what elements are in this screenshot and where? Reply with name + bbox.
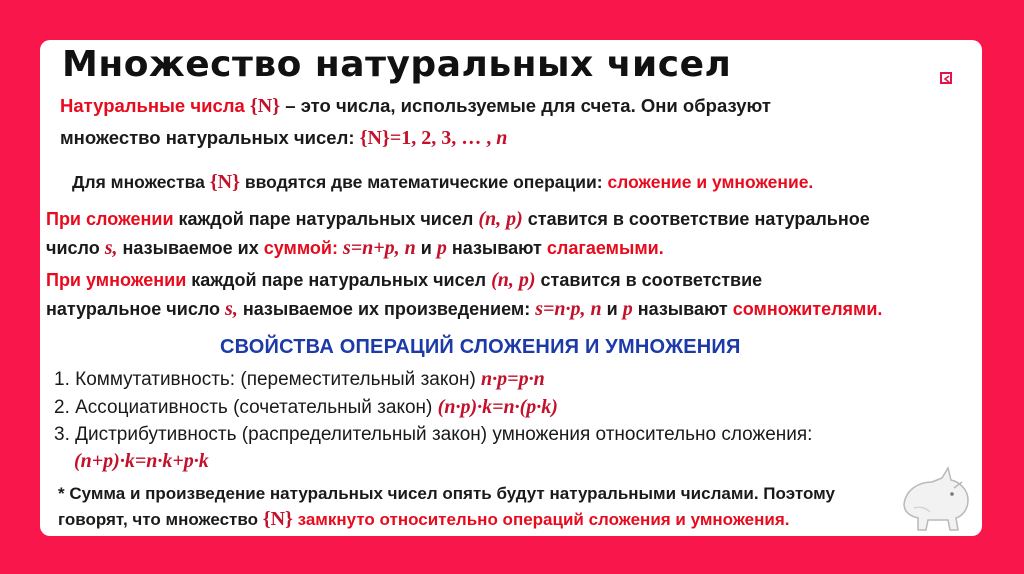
set-n-symbol: {N}	[262, 508, 293, 530]
slide-title: Множество натуральных чисел	[62, 44, 732, 85]
definition-line-1	[60, 95, 771, 118]
sum-formula: s=n+p, n	[337, 237, 416, 259]
addition-and: и	[415, 238, 437, 258]
property-label: 1. Коммутативность: (переместительный закон)	[54, 369, 482, 390]
sequence: =1, 2, 3, … ,	[389, 127, 497, 149]
multiplication-line-1	[46, 269, 762, 292]
multiplication-text-4: называемое их произведением:	[237, 299, 536, 319]
slide-card	[40, 40, 982, 536]
definition-text: – это числа, используемые для счета. Они образуют	[280, 95, 771, 116]
multiplication-text-2: ставится в соответствие	[535, 270, 763, 290]
property-formula: (n·p)·k=n·(p·k)	[437, 396, 558, 418]
note-line-1: * Сумма и произведение натуральных чисел опять будут натуральными числами. Поэтому	[58, 484, 835, 503]
var-s: s,	[225, 298, 238, 320]
operations-pre: Для множества	[72, 172, 210, 192]
var-p: p	[436, 237, 447, 259]
term-factors: сомножителями.	[732, 299, 883, 319]
note-text: говорят, что множество	[58, 510, 263, 529]
property-formula: n·p=p·n	[481, 368, 545, 390]
addition-called: называют	[446, 238, 547, 258]
distributive-formula-line	[74, 450, 209, 473]
term-sum: суммой:	[263, 238, 338, 258]
operations-list: сложение и умножение.	[607, 172, 814, 192]
multiplication-line-2	[46, 298, 882, 321]
definition-text-2: множество натуральных чисел:	[60, 127, 360, 148]
property-associative	[54, 396, 558, 419]
var-p: p	[622, 298, 633, 320]
set-n-symbol: {N}	[249, 95, 281, 117]
addition-text-3: число	[46, 238, 105, 258]
multiplication-text: каждой паре натуральных чисел	[186, 270, 492, 290]
term-addends: слагаемыми.	[546, 238, 664, 258]
sequence-n: n	[496, 127, 508, 149]
property-formula: (n+p)·k=n·k+p·k	[74, 450, 209, 472]
pair-np: (n, p)	[478, 208, 523, 230]
property-commutative	[54, 368, 545, 391]
property-label: 2. Ассоциативность (сочетательный закон)	[54, 397, 438, 418]
operations-mid: вводятся две математические операции:	[239, 172, 608, 192]
set-n-symbol: {N}	[209, 171, 240, 193]
addition-text-4: называемое их	[117, 238, 264, 258]
back-arrow-icon	[943, 75, 951, 83]
properties-heading: СВОЙСТВА ОПЕРАЦИЙ СЛОЖЕНИЯ И УМНОЖЕНИЯ	[220, 336, 741, 358]
addition-line-1	[46, 208, 870, 231]
multiplication-text-3: натуральное число	[46, 299, 226, 319]
addition-lead: При сложении	[46, 209, 174, 229]
pair-np: (n, p)	[491, 269, 536, 291]
multiplication-lead: При умножении	[46, 270, 187, 290]
property-label: 3. Дистрибутивность (распределительный закон) умножения относительно сложения:	[54, 424, 813, 445]
addition-line-2	[46, 237, 664, 260]
back-button[interactable]	[940, 72, 952, 84]
rhino-icon	[896, 460, 976, 534]
multiplication-and: и	[601, 299, 623, 319]
definition-line-2	[60, 127, 507, 150]
addition-text: каждой паре натуральных чисел	[173, 209, 479, 229]
addition-text-2: ставится в соответствие натуральное	[522, 209, 870, 229]
term-natural-numbers: Натуральные числа	[60, 95, 245, 116]
note-line-2	[58, 508, 789, 531]
multiplication-called: называют	[632, 299, 733, 319]
operations-line	[72, 171, 813, 194]
var-s: s,	[104, 237, 118, 259]
set-n-symbol: {N}	[359, 127, 390, 149]
note-closure: замкнуто относительно операций сложения и умножения.	[292, 510, 790, 529]
product-formula: s=n·p, n	[535, 298, 602, 320]
property-distributive	[54, 424, 812, 446]
